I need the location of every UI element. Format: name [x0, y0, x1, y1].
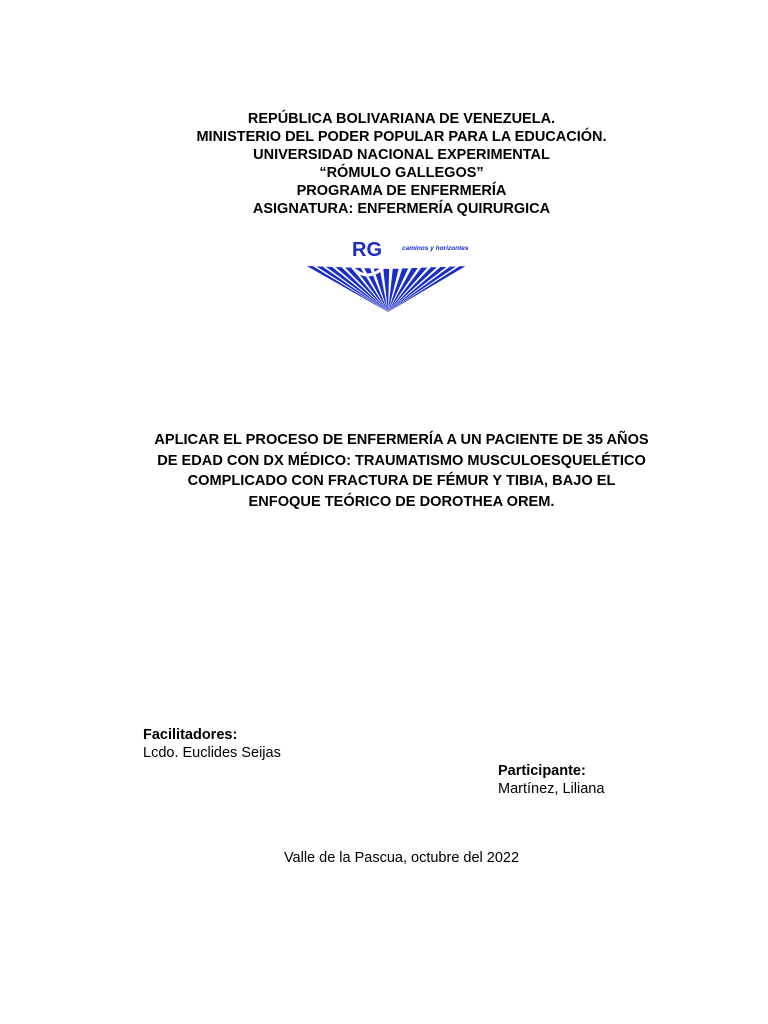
participant-name: Martínez, Liliana — [498, 781, 605, 797]
title-line: ENFOQUE TEÓRICO DE DOROTHEA OREM. — [248, 493, 555, 510]
place-date-text: Valle de la Pascua, octubre del 2022 — [283, 850, 520, 866]
header-line-subject: ASIGNATURA: ENFERMERÍA QUIRURGICA — [252, 201, 551, 217]
institution-header — [0, 110, 768, 218]
facilitators-label: Facilitadores: — [143, 727, 238, 743]
logo-tagline: caminos y horizontes — [402, 245, 469, 252]
facilitators-block — [143, 726, 281, 762]
title-line: APLICAR EL PROCESO DE ENFERMERÍA A UN PACIENTE DE 35 AÑOS — [154, 432, 649, 448]
title-line: DE EDAD CON DX MÉDICO: TRAUMATISMO MUSCULOESQUELÉTICO — [157, 452, 646, 469]
title-line: COMPLICADO CON FRACTURA DE FÉMUR Y TIBIA, BAJO EL — [187, 473, 616, 489]
header-line-program: PROGRAMA DE ENFERMERÍA — [296, 183, 507, 199]
place-date — [0, 849, 768, 867]
header-line-university-name: “RÓMULO GALLEGOS” — [319, 165, 484, 181]
header-line-university: UNIVERSIDAD NACIONAL EXPERIMENTAL — [253, 147, 550, 163]
participant-label: Participante: — [498, 763, 586, 779]
document-title — [135, 430, 668, 512]
header-line-country: REPÚBLICA BOLIVARIANA DE VENEZUELA. — [247, 111, 556, 127]
university-logo — [305, 238, 475, 314]
participant-block — [498, 762, 604, 798]
header-line-ministry: MINISTERIO DEL PODER POPULAR PARA LA EDUCACIÓN. — [196, 129, 607, 145]
logo-rays — [307, 266, 465, 312]
logo-monogram: RG — [352, 239, 382, 261]
facilitator-name: Lcdo. Euclides Seijas — [143, 745, 281, 761]
